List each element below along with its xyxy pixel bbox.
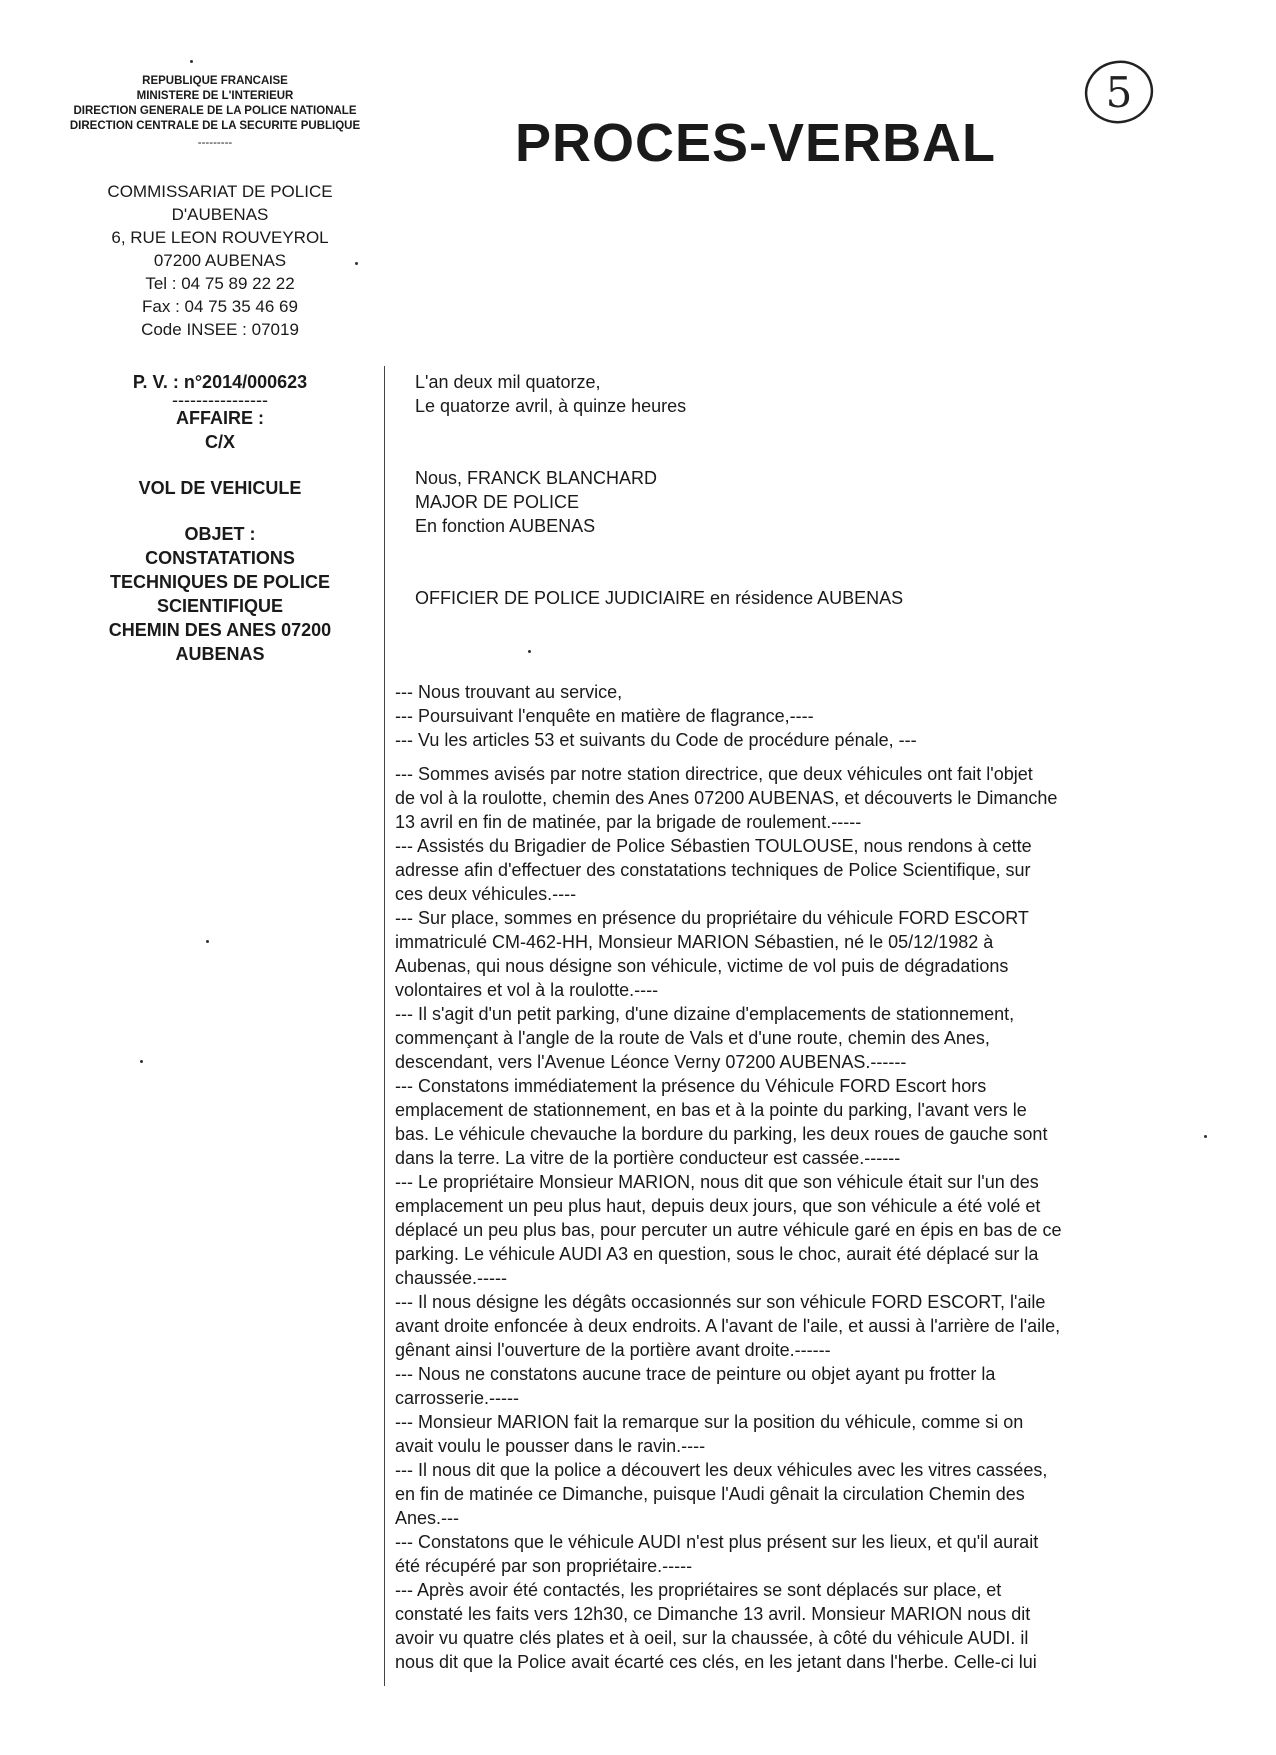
officer-line: MAJOR DE POLICE bbox=[415, 492, 580, 512]
report-line: ces deux véhicules.---- bbox=[395, 884, 577, 904]
report-line: adresse afin d'effectuer des constatations techniques de Police Scientifique, sur bbox=[395, 860, 1031, 880]
affaire-value: C/X bbox=[204, 432, 235, 452]
report-line: parking. Le véhicule AUDI A3 en question, sous le choc, aurait été déplacé sur la bbox=[395, 1244, 1039, 1264]
page-number-stamp bbox=[1080, 52, 1158, 130]
office-address bbox=[70, 180, 370, 341]
preamble bbox=[395, 680, 1165, 752]
report-line: été récupéré par son propriétaire.----- bbox=[395, 1556, 693, 1576]
date-line: L'an deux mil quatorze, bbox=[415, 372, 601, 392]
report-body bbox=[395, 370, 1165, 1674]
office-line: 6, RUE LEON ROUVEYROL bbox=[111, 228, 329, 247]
stamp-number: 5 bbox=[1105, 68, 1133, 117]
case-separator: ---------------- bbox=[172, 390, 268, 410]
office-line: COMMISSARIAT DE POLICE bbox=[107, 182, 333, 201]
offense-title: VOL DE VEHICULE bbox=[138, 478, 302, 498]
report-line: descendant, vers l'Avenue Léonce Verny 07200 AUBENAS.------ bbox=[395, 1052, 907, 1072]
report-line: en fin de matinée ce Dimanche, puisque l'Audi gênait la circulation Chemin des bbox=[395, 1484, 1025, 1504]
report-line: --- Sommes avisés par notre station directrice, que deux véhicules ont fait l'objet bbox=[395, 764, 1033, 784]
report-line: carrosserie.----- bbox=[395, 1388, 519, 1408]
officer-line: Nous, FRANCK BLANCHARD bbox=[415, 468, 658, 488]
affaire-label: AFFAIRE : bbox=[176, 408, 264, 428]
ministry-line: DIRECTION GENERALE DE LA POLICE NATIONALE bbox=[73, 105, 357, 117]
office-insee: Code INSEE : 07019 bbox=[141, 320, 299, 339]
date-line: Le quatorze avril, à quinze heures bbox=[415, 396, 687, 416]
report-line: déplacé un peu plus bas, pour percuter un autre véhicule garé en épis en bas de ce bbox=[395, 1220, 1062, 1240]
report-line: commençant à l'angle de la route de Vals et d'une route, chemin des Anes, bbox=[395, 1028, 990, 1048]
report-line: 13 avril en fin de matinée, par la brigade de roulement.----- bbox=[395, 812, 862, 832]
ministry-line: REPUBLIQUE FRANCAISE bbox=[142, 75, 288, 87]
objet-line: TECHNIQUES DE POLICE bbox=[109, 572, 331, 592]
report-line: --- Monsieur MARION fait la remarque sur la position du véhicule, comme si on bbox=[395, 1412, 1024, 1432]
report-line: --- Après avoir été contactés, les propriétaires se sont déplacés sur place, et bbox=[395, 1580, 1002, 1600]
report-line: --- Sur place, sommes en présence du propriétaire du véhicule FORD ESCORT bbox=[395, 908, 1029, 928]
office-fax: Fax : 04 75 35 46 69 bbox=[142, 297, 298, 316]
report-line: --- Assistés du Brigadier de Police Sébastien TOULOUSE, nous rendons à cette bbox=[395, 836, 1032, 856]
pv-number: P. V. : n°2014/000623 bbox=[132, 372, 308, 392]
scan-speck bbox=[355, 262, 358, 265]
report-line: constaté les faits vers 12h30, ce Dimanche 13 avril. Monsieur MARION nous dit bbox=[395, 1604, 1031, 1624]
report-date bbox=[395, 370, 1165, 418]
report-line: --- Il nous désigne les dégâts occasionnés sur son véhicule FORD ESCORT, l'aile bbox=[395, 1292, 1046, 1312]
scan-speck bbox=[206, 940, 209, 943]
report-text bbox=[395, 762, 1165, 1674]
objet-line: CONSTATATIONS bbox=[145, 548, 295, 568]
report-line: --- Constatons que le véhicule AUDI n'est plus présent sur les lieux, et qu'il aurait bbox=[395, 1532, 1039, 1552]
preamble-line: --- Vu les articles 53 et suivants du Code de procédure pénale, --- bbox=[395, 730, 917, 750]
report-line: --- Il s'agit d'un petit parking, d'une dizaine d'emplacements de stationnement, bbox=[395, 1004, 1015, 1024]
report-line: Anes.--- bbox=[395, 1508, 460, 1528]
officer-qualification: OFFICIER DE POLICE JUDICIAIRE en résidence AUBENAS bbox=[415, 588, 904, 608]
report-line: avant droite enfoncée à deux endroits. A l'avant de l'aile, et aussi à l'arrière de l'aile, bbox=[395, 1316, 1061, 1336]
report-line: Aubenas, qui nous désigne son véhicule, victime de vol puis de dégradations bbox=[395, 956, 1009, 976]
report-line: --- Le propriétaire Monsieur MARION, nous dit que son véhicule était sur l'un des bbox=[395, 1172, 1039, 1192]
report-line: bas. Le véhicule chevauche la bordure du parking, les deux roues de gauche sont bbox=[395, 1124, 1048, 1144]
objet-line: SCIENTIFIQUE bbox=[156, 596, 283, 616]
ministry-line: DIRECTION CENTRALE DE LA SECURITE PUBLIQUE bbox=[69, 120, 361, 132]
preamble-line: --- Nous trouvant au service, bbox=[395, 682, 623, 702]
report-line: volontaires et vol à la roulotte.---- bbox=[395, 980, 659, 1000]
scan-speck bbox=[140, 1060, 143, 1063]
report-line: emplacement de stationnement, en bas et à la pointe du parking, l'avant vers le bbox=[395, 1100, 1027, 1120]
report-line: immatriculé CM-462-HH, Monsieur MARION Sébastien, né le 05/12/1982 à bbox=[395, 932, 994, 952]
document-title: PROCES-VERBAL bbox=[515, 113, 997, 173]
objet-label: OBJET : bbox=[184, 524, 256, 544]
report-line: emplacement un peu plus haut, depuis deux jours, que son véhicule a été volé et bbox=[395, 1196, 1041, 1216]
ministry-line: MINISTERE DE L'INTERIEUR bbox=[136, 90, 294, 102]
officer-block bbox=[395, 466, 1165, 538]
officer-line: En fonction AUBENAS bbox=[415, 516, 596, 536]
ministry-header bbox=[40, 74, 390, 151]
report-line: --- Il nous dit que la police a découvert les deux véhicules avec les vitres cassées, bbox=[395, 1460, 1048, 1480]
office-line: 07200 AUBENAS bbox=[153, 251, 287, 270]
report-line: avait voulu le pousser dans le ravin.---- bbox=[395, 1436, 706, 1456]
report-line: chaussée.----- bbox=[395, 1268, 508, 1288]
office-line: D'AUBENAS bbox=[171, 205, 269, 224]
scan-speck bbox=[190, 60, 193, 63]
column-divider bbox=[384, 366, 385, 1686]
report-line: --- Constatons immédiatement la présence du Véhicule FORD Escort hors bbox=[395, 1076, 987, 1096]
preamble-line: --- Poursuivant l'enquête en matière de flagrance,---- bbox=[395, 706, 814, 726]
report-line: gênant ainsi l'ouverture de la portière avant droite.------ bbox=[395, 1340, 831, 1360]
report-line: dans la terre. La vitre de la portière conducteur est cassée.------ bbox=[395, 1148, 901, 1168]
office-phone: Tel : 04 75 89 22 22 bbox=[145, 274, 295, 293]
scan-speck bbox=[528, 650, 531, 653]
objet-line: CHEMIN DES ANES 07200 bbox=[108, 620, 332, 640]
scan-speck bbox=[1204, 1135, 1207, 1138]
case-info bbox=[60, 370, 380, 666]
report-line: nous dit que la Police avait écarté ces clés, en les jetant dans l'herbe. Celle-ci lui bbox=[395, 1652, 1037, 1672]
report-line: avoir vu quatre clés plates et à oeil, sur la chaussée, à côté du véhicule AUDI. il bbox=[395, 1628, 1029, 1648]
report-line: --- Nous ne constatons aucune trace de peinture ou objet ayant pu frotter la bbox=[395, 1364, 996, 1384]
report-line: de vol à la roulotte, chemin des Anes 07200 AUBENAS, et découverts le Dimanche bbox=[395, 788, 1058, 808]
objet-line: AUBENAS bbox=[175, 644, 265, 664]
header-separator: --------- bbox=[197, 137, 233, 149]
